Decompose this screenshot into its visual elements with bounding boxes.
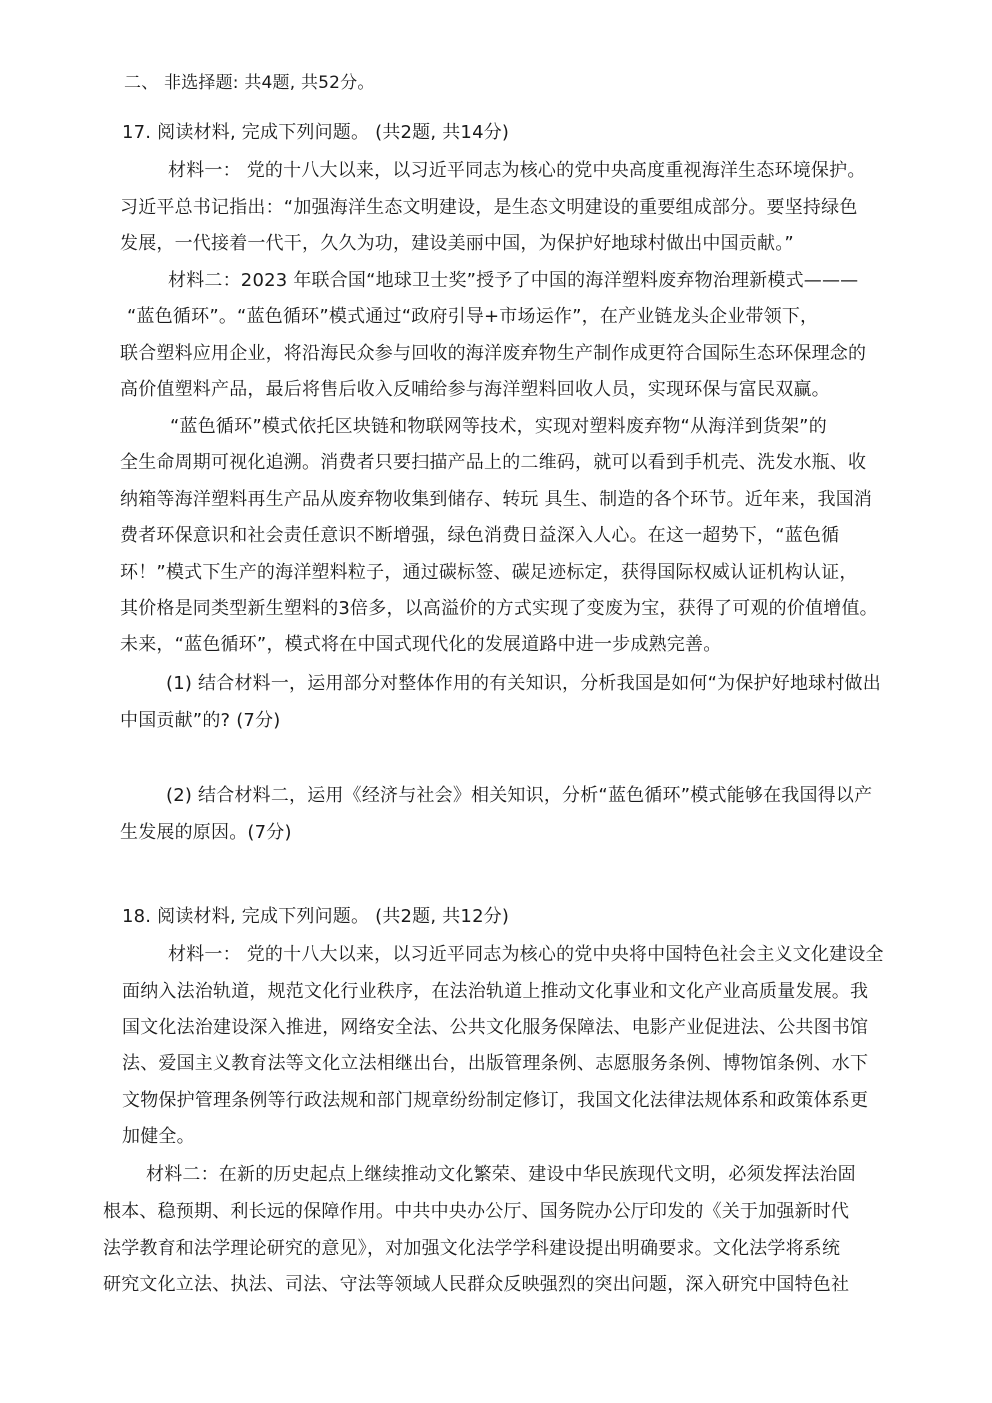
q17-material2-line: 其价格是同类型新生塑料的3倍多，以高溢价的方式实现了变废为宝，获得了可观的价值增值。 (120, 598, 878, 619)
q18-material1-line: 加健全。 (122, 1126, 195, 1147)
q17-material2-line: 高价值塑料产品，最后将售后收入反哺给参与海洋塑料回收人员，实现环保与富民双赢。 (120, 379, 830, 400)
q17-subquestion-1: 中国贡献”的? (7分) (120, 710, 281, 731)
q18-material1-line: 材料一： 党的十八大以来，以习近平同志为核心的党中央将中国特色社会主义文化建设全 (168, 944, 884, 965)
q17-subquestion-1: (1) 结合材料一，运用部分对整体作用的有关知识，分析我国是如何“为保护好地球村做出 (166, 673, 881, 694)
q18-material1-line: 法、爱国主义教育法等文化立法相继出台，出版管理条例、志愿服务条例、博物馆条例、水下 (122, 1053, 869, 1074)
question-18-title: 18. 阅读材料, 完成下列问题。 (共2题, 共12分) (122, 906, 510, 927)
q17-material2-line: 全生命周期可视化追溯。消费者只要扫描产品上的二维码，就可以看到手机壳、洗发水瓶、收 (120, 452, 867, 473)
question-17-title: 17. 阅读材料, 完成下列问题。 (共2题, 共14分) (122, 122, 510, 143)
section-header: 二、 非选择题: 共4题, 共52分。 (124, 73, 375, 93)
q17-material2-line: “蓝色循环”模式依托区块链和物联网等技术，实现对塑料废弃物“从海洋到货架”的 (170, 416, 827, 437)
q18-material1-line: 面纳入法治轨道，规范文化行业秩序，在法治轨道上推动文化事业和文化产业高质量发展。我 (122, 981, 869, 1002)
q18-material2-line: 研究文化立法、执法、司法、守法等领域人民群众反映强烈的突出问题，深入研究中国特色社 (103, 1274, 850, 1295)
q17-material2-line: 环！”模式下生产的海洋塑料粒子，通过碳标签、碳足迹标定，获得国际权威认证机构认证， (120, 562, 858, 583)
q17-material2-line: 未来，“蓝色循环”，模式将在中国式现代化的发展道路中进一步成熟完善。 (120, 634, 722, 655)
q17-material2-line: 费者环保意识和社会责任意识不断增强，绿色消费日益深入人心。在这一超势下，“蓝色循 (120, 525, 840, 546)
q18-material2-line: 材料二：在新的历史起点上继续推动文化繁荣、建设中华民族现代文明，必须发挥法治固 (146, 1164, 856, 1185)
q18-material1-line: 国文化法治建设深入推进，网络安全法、公共文化服务保障法、电影产业促进法、公共图书馆 (122, 1017, 869, 1038)
q17-material1-line: 材料一： 党的十八大以来，以习近平同志为核心的党中央高度重视海洋生态环境保护。 (168, 160, 866, 181)
q18-material2-line: 法学教育和法学理论研究的意见》，对加强文化法学学科建设提出明确要求。文化法学将系统 (103, 1238, 841, 1259)
q17-material2-line: 纳箱等海洋塑料再生产品从废弃物收集到储存、转玩 具生、制造的各个环节。近年来，我国消 (120, 489, 873, 510)
q18-material2-line: 根本、稳预期、利长远的保障作用。中共中央办公厅、国务院办公厅印发的《关于加强新时代 (103, 1201, 850, 1222)
q17-material2-line: 材料二：2023 年联合国“地球卫士奖”授予了中国的海洋塑料废弃物治理新模式——— (168, 270, 859, 291)
q17-material2-line: “蓝色循环”。“蓝色循环”模式通过“政府引导+市场运作”，在产业链龙头企业带领下， (127, 306, 819, 327)
q17-material1-line: 习近平总书记指出：“加强海洋生态文明建设，是生态文明建设的重要组成部分。要坚持绿色 (120, 197, 858, 218)
q17-subquestion-2: 生发展的原因。(7分) (120, 822, 292, 843)
q17-material1-line: 发展，一代接着一代干，久久为功，建设美丽中国，为保护好地球村做出中国贡献。” (120, 233, 794, 254)
q17-subquestion-2: (2) 结合材料二，运用《经济与社会》相关知识，分析“蓝色循环”模式能够在我国得以产 (166, 785, 873, 806)
q18-material1-line: 文物保护管理条例等行政法规和部门规章纷纷制定修订，我国文化法律法规体系和政策体系更 (122, 1090, 869, 1111)
q17-material2-line: 联合塑料应用企业，将沿海民众参与回收的海洋废弃物生产制作成更符合国际生态环保理念的 (120, 343, 867, 364)
